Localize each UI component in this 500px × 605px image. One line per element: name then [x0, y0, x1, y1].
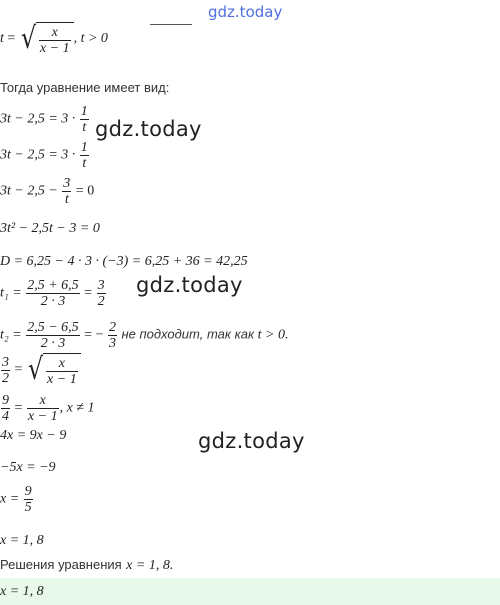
- substitution-line: t = √ $\frac{x}{x - 1}$ , t > 0: [0, 21, 108, 56]
- root-t2-line: t₂ = $\frac{2,5 - 6,5}{2 \cdot 3}$ = − $\frac{2}{3}$ не подходит, так как t > 0.: [0, 320, 289, 351]
- decimal-solution-line: x = 1, 8: [0, 533, 44, 548]
- fraction-solution-line: x = $\frac{9}{5}$: [0, 484, 32, 515]
- equation-line-3: 3t − 2,5 − $\frac{3}{t}$ = 0: [0, 176, 95, 207]
- ratio-sqrt-line: $\frac{3}{2}$ = √ $\frac{x}{x - 1}$: [0, 353, 81, 387]
- quadratic-equation: 3t² − 2,5t − 3 = 0: [0, 221, 100, 236]
- conclusion-line: Решения уравнения x = 1, 8.: [0, 557, 174, 573]
- linear-equation-1: 4x = 9x − 9: [0, 428, 67, 443]
- linear-equation-2: −5x = −9: [0, 460, 56, 475]
- root-t1-line: t₁ = $\frac{2,5 + 6,5}{2 \cdot 3}$ = $\frac{3}{2}$: [0, 278, 105, 309]
- intro-text: Тогда уравнение имеет вид:: [0, 80, 170, 95]
- discriminant-line: D = 6,25 − 4 · 3 · (−3) = 6,25 + 36 = 42,25: [0, 254, 248, 269]
- watermark-top: gdz.today: [208, 3, 283, 21]
- decorative-rule: [150, 24, 192, 25]
- equation-line-2: 3t − 2,5 = 3 · $\frac{1}{t}$: [0, 140, 88, 171]
- watermark-1: gdz.today: [95, 117, 202, 141]
- sqrt-expression: √ $\frac{x}{x - 1}$: [19, 22, 74, 56]
- answer-text: x = 1, 8: [0, 584, 44, 599]
- equation-line-1: 3t − 2,5 = 3 · $\frac{1}{t}$: [0, 104, 88, 135]
- squared-ratio-line: $\frac{9}{4}$ = $\frac{x}{x - 1}$ , x ≠ 1: [2, 393, 95, 424]
- watermark-2: gdz.today: [136, 273, 243, 297]
- watermark-3: gdz.today: [198, 429, 305, 453]
- answer-box: [0, 578, 500, 605]
